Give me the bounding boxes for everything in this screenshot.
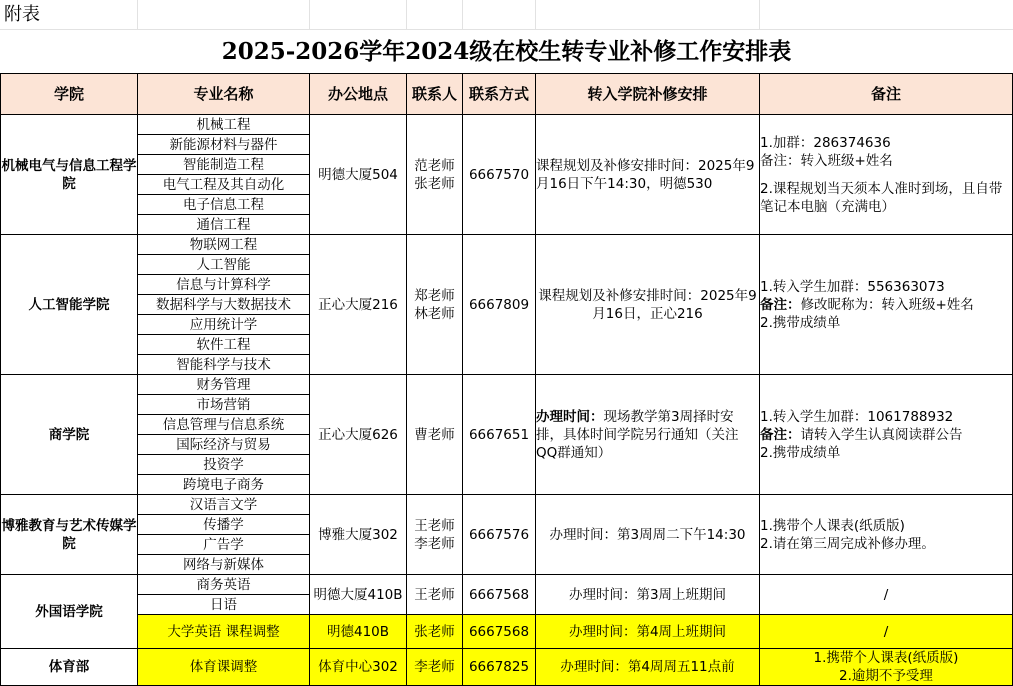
table-row-highlighted	[1, 615, 1013, 649]
contact-cell: 王老师	[407, 575, 463, 615]
major-cell: 投资学	[138, 455, 310, 475]
contact-name: 林老师	[414, 305, 455, 322]
note-line	[760, 296, 1012, 314]
notes-cell	[760, 495, 1013, 575]
major-cell: 体育课调整	[138, 649, 310, 686]
header-arrangement: 转入学院补修安排	[536, 74, 760, 115]
major-cell: 日语	[138, 595, 310, 615]
note-line: 2.课程规划当天须本人准时到场，且自带笔记本电脑（充满电）	[760, 180, 1003, 215]
major-cell: 人工智能	[138, 255, 310, 275]
major-cell: 跨境电子商务	[138, 475, 310, 495]
location-cell: 明德410B	[310, 615, 407, 649]
header-notes: 备注	[760, 74, 1013, 115]
notes-cell: /	[760, 575, 1013, 615]
major-cell: 财务管理	[138, 375, 310, 395]
major-cell: 软件工程	[138, 335, 310, 355]
location-cell: 体育中心302	[310, 649, 407, 686]
location-cell: 博雅大厦302	[310, 495, 407, 575]
table-row	[1, 115, 1013, 135]
contact-name: 曹老师	[414, 426, 455, 443]
college-cell: 体育部	[1, 649, 138, 686]
phone-cell: 6667651	[463, 375, 536, 495]
phone-cell: 6667576	[463, 495, 536, 575]
contact-cell: 李老师	[407, 649, 463, 686]
note-line: 1.转入学生加群：556363073	[760, 278, 945, 295]
contact-cell	[407, 115, 463, 235]
arrangement-cell: 办理时间：第4周上班期间	[536, 615, 760, 649]
note-line: 2.请在第三周完成补修办理。	[760, 535, 935, 552]
major-cell: 汉语言文学	[138, 495, 310, 515]
contact-name: 李老师	[414, 535, 455, 552]
major-cell: 网络与新媒体	[138, 555, 310, 575]
major-cell: 智能制造工程	[138, 155, 310, 175]
notes-cell	[760, 649, 1013, 686]
note-line: 1.转入学生加群：1061788932	[760, 408, 954, 425]
note-value: 修改昵称为：转入班级+姓名	[800, 296, 974, 313]
note-line: 2.逾期不予受理	[839, 668, 933, 684]
notes-cell	[760, 115, 1013, 235]
header-phone: 联系方式	[463, 74, 536, 115]
major-cell: 新能源材料与器件	[138, 135, 310, 155]
contact-cell: 张老师	[407, 615, 463, 649]
location-cell: 明德大厦410B	[310, 575, 407, 615]
arrangement-table	[0, 73, 1013, 686]
phone-cell: 6667568	[463, 615, 536, 649]
major-cell: 应用统计学	[138, 315, 310, 335]
note-key: 备注：	[760, 296, 801, 313]
major-cell: 广告学	[138, 535, 310, 555]
arrangement-cell: 课程规划及补修安排时间：2025年9月16日，正心216	[536, 235, 760, 375]
contact-name: 范老师	[414, 157, 455, 174]
notes-cell: /	[760, 615, 1013, 649]
location-cell: 正心大厦626	[310, 375, 407, 495]
note-line: 1.携带个人课表(纸质版)	[760, 517, 905, 534]
appendix-label: 附表	[4, 4, 40, 25]
major-cell: 国际经济与贸易	[138, 435, 310, 455]
contact-cell	[407, 235, 463, 375]
table-row	[1, 575, 1013, 595]
sheet-gridlines	[0, 0, 1013, 29]
arrangement-cell: 课程规划及补修安排时间：2025年9月16日下午14:30，明德530	[536, 115, 760, 235]
college-cell: 外国语学院	[1, 575, 138, 649]
college-cell: 机械电气与信息工程学院	[1, 115, 138, 235]
note-line: 2.携带成绩单	[760, 444, 841, 461]
contact-name: 王老师	[414, 517, 455, 534]
header-contact: 联系人	[407, 74, 463, 115]
college-cell: 人工智能学院	[1, 235, 138, 375]
note-line: 2.携带成绩单	[760, 314, 841, 331]
header-college: 学院	[1, 74, 138, 115]
note-line: 1.加群：286374636	[760, 134, 891, 151]
header-row	[1, 74, 1013, 115]
arrangement-value: 现场教学第3周择时安排，具体时间学院另行通知（关注QQ群通知）	[536, 408, 739, 461]
location-cell: 明德大厦504	[310, 115, 407, 235]
phone-cell: 6667568	[463, 575, 536, 615]
major-cell: 电气工程及其自动化	[138, 175, 310, 195]
note-key: 备注：	[760, 426, 801, 443]
page-title: 2025-2026学年2024级在校生转专业补修工作安排表	[221, 38, 792, 65]
note-line: 1.携带个人课表(纸质版)	[813, 650, 959, 666]
table-row-highlighted	[1, 649, 1013, 686]
major-cell: 电子信息工程	[138, 195, 310, 215]
notes-cell	[760, 375, 1013, 495]
major-cell: 智能科学与技术	[138, 355, 310, 375]
location-cell: 正心大厦216	[310, 235, 407, 375]
major-cell: 数据科学与大数据技术	[138, 295, 310, 315]
arrangement-cell: 办理时间：第4周周五11点前	[536, 649, 760, 686]
major-cell: 物联网工程	[138, 235, 310, 255]
arrangement-cell	[536, 375, 760, 495]
contact-name: 郑老师	[414, 287, 455, 304]
major-cell: 通信工程	[138, 215, 310, 235]
arrangement-cell: 办理时间：第3周周二下午14:30	[536, 495, 760, 575]
major-cell: 传播学	[138, 515, 310, 535]
table-row	[1, 235, 1013, 255]
arrangement-key: 办理时间：	[536, 408, 604, 425]
note-line: 备注：转入班级+姓名	[760, 152, 893, 169]
note-value: 请转入学生认真阅读群公告	[800, 426, 963, 443]
table-row	[1, 375, 1013, 395]
major-cell: 信息与计算科学	[138, 275, 310, 295]
contact-cell	[407, 495, 463, 575]
phone-cell: 6667825	[463, 649, 536, 686]
contact-name: 张老师	[414, 175, 455, 192]
major-cell: 商务英语	[138, 575, 310, 595]
title-row	[0, 29, 1013, 74]
major-cell: 机械工程	[138, 115, 310, 135]
note-line	[760, 426, 1012, 444]
notes-cell	[760, 235, 1013, 375]
college-cell: 博雅教育与艺术传媒学院	[1, 495, 138, 575]
major-cell: 大学英语 课程调整	[138, 615, 310, 649]
header-location: 办公地点	[310, 74, 407, 115]
major-cell: 信息管理与信息系统	[138, 415, 310, 435]
arrangement-cell: 办理时间：第3周上班期间	[536, 575, 760, 615]
table-row	[1, 495, 1013, 515]
college-cell: 商学院	[1, 375, 138, 495]
header-major: 专业名称	[138, 74, 310, 115]
major-cell: 市场营销	[138, 395, 310, 415]
phone-cell: 6667570	[463, 115, 536, 235]
contact-cell	[407, 375, 463, 495]
phone-cell: 6667809	[463, 235, 536, 375]
